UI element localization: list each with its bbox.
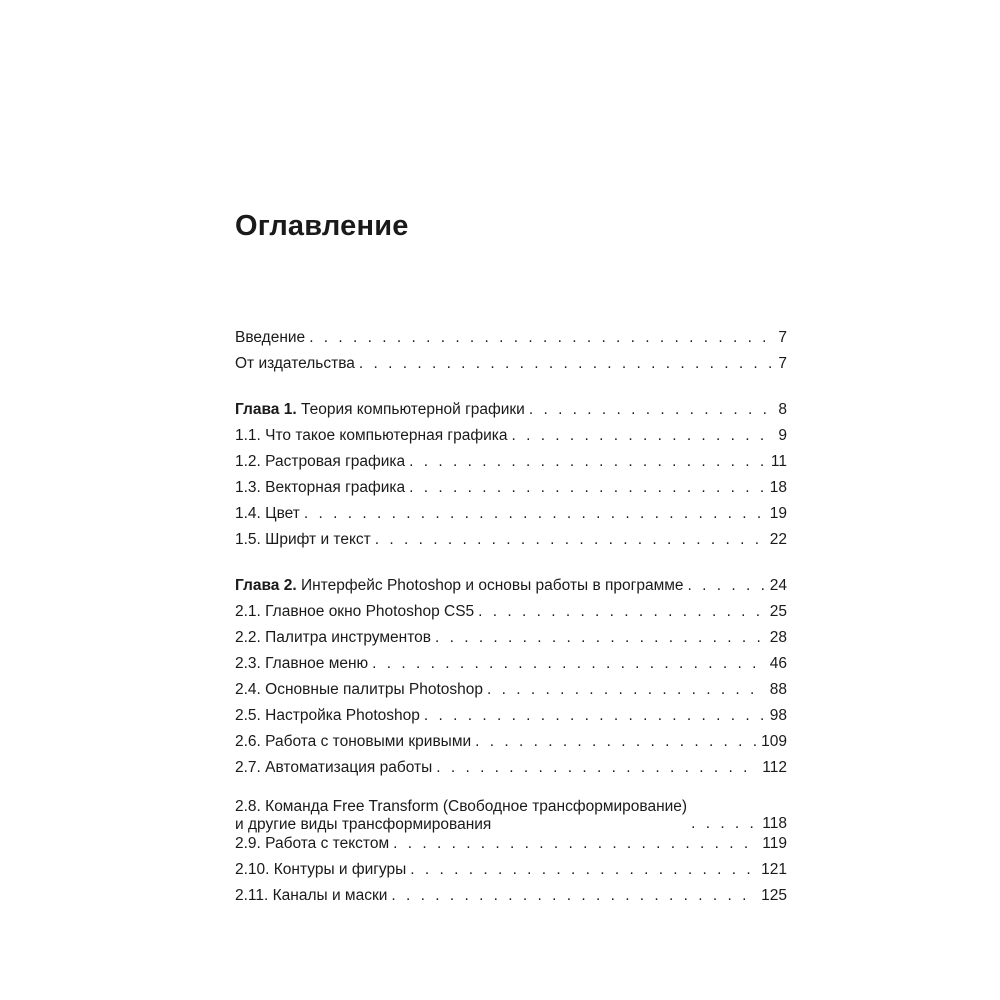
toc-entry-page: 22 xyxy=(769,531,787,548)
toc-entry-label: 2.3. Главное меню xyxy=(235,655,369,672)
dot-leader xyxy=(304,504,766,524)
toc-entry-page: 28 xyxy=(769,629,787,646)
toc-entry-introduction xyxy=(235,328,787,354)
toc-entry-page: 25 xyxy=(769,603,787,620)
toc-entry-label: 2.10. Контуры и фигуры xyxy=(235,861,407,878)
dot-leader xyxy=(391,886,757,906)
toc-entry-page: 46 xyxy=(769,655,787,672)
toc-entry xyxy=(235,784,787,834)
toc-entry-page: 109 xyxy=(761,733,787,750)
toc-entry xyxy=(235,530,787,556)
dot-leader xyxy=(475,732,757,752)
toc-chapter-page: 24 xyxy=(769,577,787,594)
section-gap xyxy=(235,556,787,576)
dot-leader xyxy=(375,530,766,550)
dot-leader xyxy=(478,602,766,622)
toc-entry-label: 1.1. Что такое компьютерная графика xyxy=(235,427,508,444)
dot-leader xyxy=(309,328,774,348)
dot-leader xyxy=(691,814,758,834)
toc-entry xyxy=(235,602,787,628)
toc-entry-label: 1.4. Цвет xyxy=(235,505,300,522)
toc-entry-label: 2.7. Автоматизация работы xyxy=(235,759,433,776)
toc-entry-page: 7 xyxy=(778,329,787,346)
toc-entry-label: 2.1. Главное окно Photoshop CS5 xyxy=(235,603,475,620)
chapter-prefix: Глава 1. xyxy=(235,401,297,418)
dot-leader xyxy=(511,426,774,446)
toc-entry-page: 19 xyxy=(769,505,787,522)
toc-entry-label: 2.6. Работа с тоновыми кривыми xyxy=(235,733,472,750)
toc-chapter-label xyxy=(235,576,684,596)
toc-entry-label: 2.11. Каналы и маски xyxy=(235,887,388,904)
toc-entry-label: 1.3. Векторная графика xyxy=(235,479,406,496)
toc-entry-page: 9 xyxy=(778,427,787,444)
toc-entry-from-publisher xyxy=(235,354,787,380)
toc-entry xyxy=(235,758,787,784)
table-of-contents xyxy=(235,328,787,912)
dot-leader xyxy=(410,860,757,880)
chapter-title: Теория компьютерной графики xyxy=(300,401,525,418)
toc-entry-label: 2.4. Основные палитры Photoshop xyxy=(235,681,484,698)
toc-chapter-2 xyxy=(235,576,787,602)
toc-entry-label: 1.2. Растровая графика xyxy=(235,453,406,470)
toc-entry-page: 11 xyxy=(770,453,787,470)
toc-entry-label-line-2: и другие виды трансформирования xyxy=(235,816,492,833)
dot-leader xyxy=(409,452,767,472)
toc-entry xyxy=(235,886,787,912)
toc-chapter-label xyxy=(235,400,525,420)
toc-entry xyxy=(235,478,787,504)
toc-entry-page: 88 xyxy=(769,681,787,698)
toc-entry-page: 98 xyxy=(769,707,787,724)
dot-leader xyxy=(393,834,758,854)
toc-entry xyxy=(235,706,787,732)
toc-entry xyxy=(235,628,787,654)
toc-entry xyxy=(235,680,787,706)
dot-leader xyxy=(435,628,766,648)
dot-leader xyxy=(424,706,766,726)
toc-entry-label-line-1: 2.8. Команда Free Transform (Свободное трансформирование) xyxy=(235,798,688,815)
dot-leader xyxy=(436,758,758,778)
dot-leader xyxy=(372,654,766,674)
toc-entry-label: 1.5. Шрифт и текст xyxy=(235,531,371,548)
page-title: Оглавление xyxy=(235,210,409,242)
toc-entry-label: 2.2. Палитра инструментов xyxy=(235,629,431,646)
toc-entry-page: 119 xyxy=(762,835,787,852)
dot-leader xyxy=(487,680,766,700)
dot-leader xyxy=(359,354,774,374)
toc-entry xyxy=(235,504,787,530)
section-gap xyxy=(235,380,787,400)
dot-leader xyxy=(688,576,766,596)
toc-entry-page: 121 xyxy=(761,861,787,878)
toc-entry-label: 2.5. Настройка Photoshop xyxy=(235,707,420,724)
toc-entry-label xyxy=(235,798,687,834)
toc-entry-label: Введение xyxy=(235,329,306,346)
toc-chapter-1 xyxy=(235,400,787,426)
toc-entry-label: 2.9. Работа с текстом xyxy=(235,835,390,852)
dot-leader xyxy=(409,478,766,498)
toc-entry xyxy=(235,834,787,860)
toc-entry-page: 125 xyxy=(761,887,787,904)
toc-chapter-page: 8 xyxy=(778,401,787,418)
toc-entry-label: От издательства xyxy=(235,355,355,372)
toc-entry xyxy=(235,860,787,886)
toc-entry xyxy=(235,732,787,758)
toc-entry xyxy=(235,654,787,680)
dot-leader xyxy=(529,400,775,420)
toc-entry xyxy=(235,426,787,452)
toc-entry xyxy=(235,452,787,478)
toc-entry-page: 7 xyxy=(778,355,787,372)
toc-entry-page: 112 xyxy=(762,759,787,776)
chapter-title: Интерфейс Photoshop и основы работы в программе xyxy=(300,577,684,594)
chapter-prefix: Глава 2. xyxy=(235,577,297,594)
toc-entry-page: 18 xyxy=(769,479,787,496)
toc-entry-page: 118 xyxy=(762,815,787,832)
